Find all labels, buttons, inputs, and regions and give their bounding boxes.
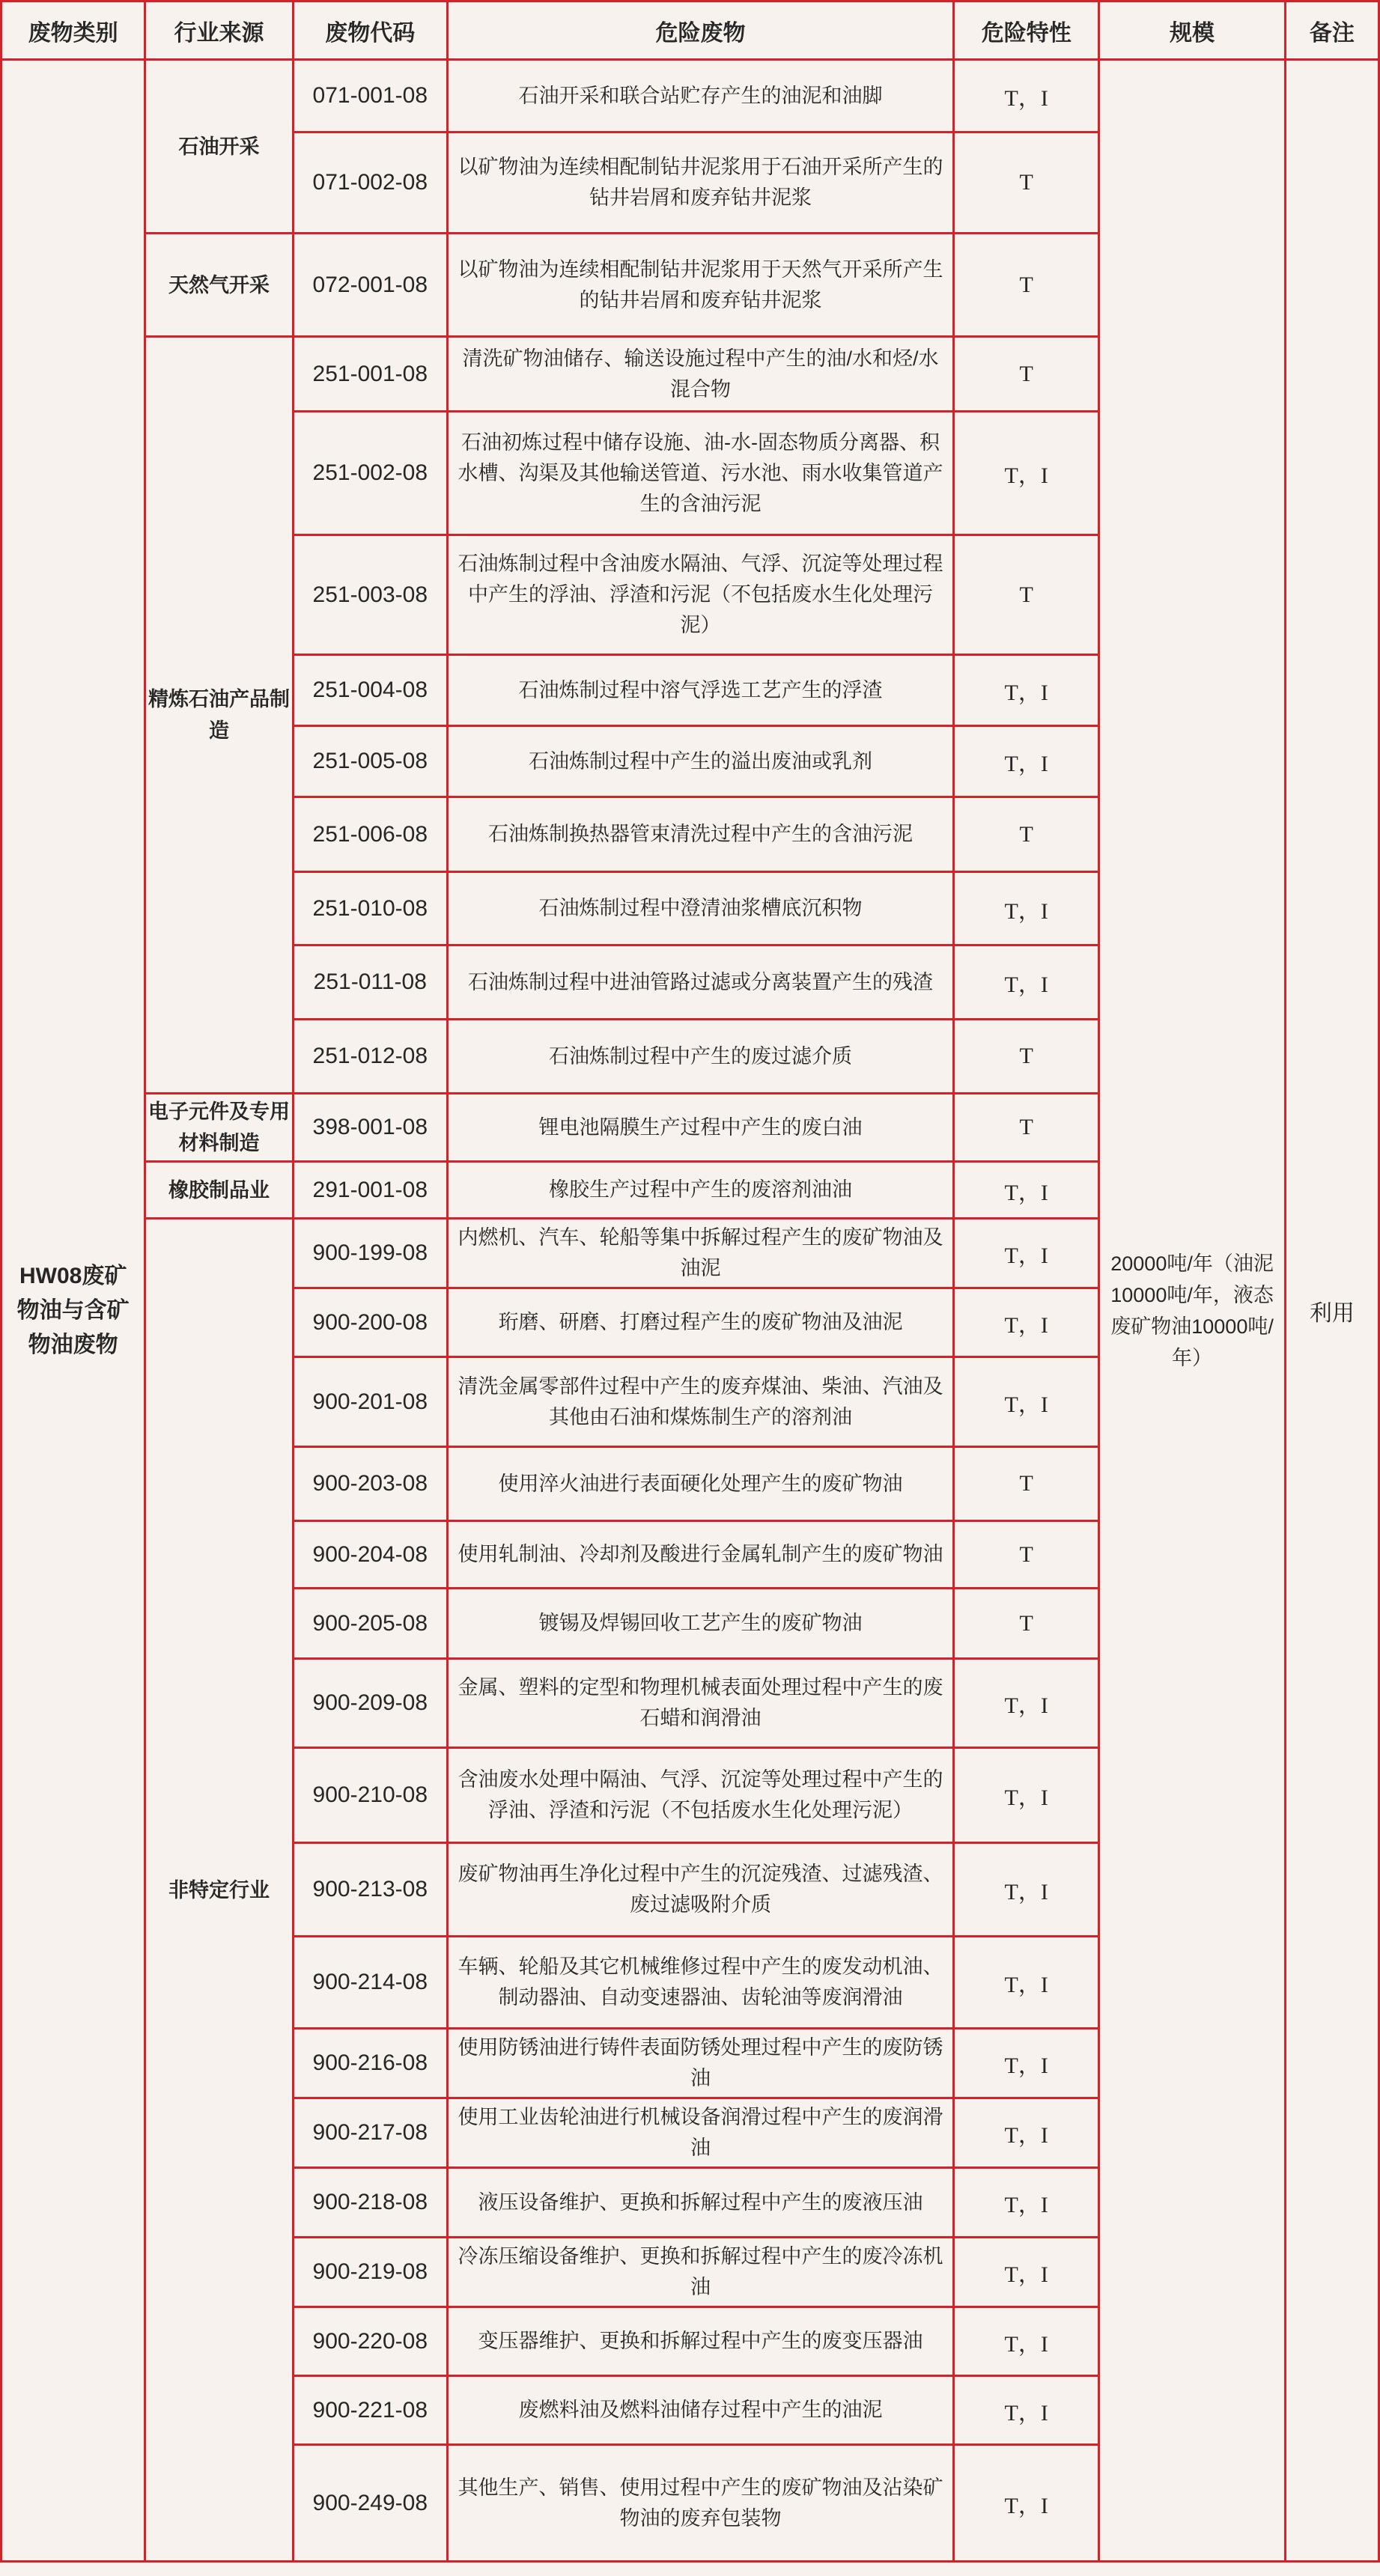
cell-waste-code: 251-006-08 <box>293 797 447 872</box>
cell-waste-code: 398-001-08 <box>293 1094 447 1162</box>
cell-waste-code: 251-011-08 <box>293 946 447 1020</box>
cell-hazard: T <box>954 1094 1099 1162</box>
cell-hazard: T，I <box>954 60 1099 133</box>
cell-waste-code: 071-001-08 <box>293 60 447 133</box>
cell-waste-desc: 橡胶生产过程中产生的废溶剂油油 <box>447 1162 953 1219</box>
cell-waste-desc: 石油开采和联合站贮存产生的油泥和油脚 <box>447 60 953 133</box>
cell-waste-code: 900-200-08 <box>293 1288 447 1357</box>
cell-waste-code: 900-199-08 <box>293 1219 447 1288</box>
cell-hazard: T，I <box>954 1748 1099 1843</box>
cell-hazard: T，I <box>954 412 1099 535</box>
cell-waste-desc: 车辆、轮船及其它机械维修过程中产生的废发动机油、制动器油、自动变速器油、齿轮油等废润滑油 <box>447 1937 953 2029</box>
cell-waste-desc: 石油炼制过程中进油管路过滤或分离装置产生的残渣 <box>447 946 953 1020</box>
cell-hazard: T，I <box>954 1288 1099 1357</box>
cell-waste-code: 900-205-08 <box>293 1589 447 1659</box>
cell-industry-rubber-products: 橡胶制品业 <box>145 1162 293 1219</box>
cell-waste-desc: 石油炼制换热器管束清洗过程中产生的含油污泥 <box>447 797 953 872</box>
cell-waste-category: HW08废矿物油与含矿物油废物 <box>1 60 145 2562</box>
cell-waste-code: 251-010-08 <box>293 872 447 946</box>
cell-waste-desc: 废燃料油及燃料油储存过程中产生的油泥 <box>447 2376 953 2445</box>
cell-waste-code: 900-203-08 <box>293 1447 447 1521</box>
cell-hazard: T，I <box>954 2238 1099 2307</box>
cell-waste-desc: 废矿物油再生净化过程中产生的沉淀残渣、过滤残渣、废过滤吸附介质 <box>447 1843 953 1937</box>
cell-waste-desc: 变压器维护、更换和拆解过程中产生的废变压器油 <box>447 2307 953 2376</box>
cell-waste-desc: 石油炼制过程中含油废水隔油、气浮、沉淀等处理过程中产生的浮油、浮渣和污泥（不包括废水生化处理污泥） <box>447 535 953 655</box>
cell-industry-petroleum-extraction: 石油开采 <box>145 60 293 234</box>
cell-hazard: T，I <box>954 2307 1099 2376</box>
cell-hazard: T，I <box>954 655 1099 726</box>
cell-waste-desc: 石油初炼过程中储存设施、油-水-固态物质分离器、积水槽、沟渠及其他输送管道、污水池、雨水收集管道产生的含油污泥 <box>447 412 953 535</box>
cell-waste-code: 900-213-08 <box>293 1843 447 1937</box>
cell-hazard: T，I <box>954 2029 1099 2098</box>
cell-waste-desc: 使用防锈油进行铸件表面防锈处理过程中产生的废防锈油 <box>447 2029 953 2098</box>
cell-waste-code: 900-204-08 <box>293 1521 447 1589</box>
cell-hazard: T <box>954 797 1099 872</box>
cell-waste-code: 900-214-08 <box>293 1937 447 2029</box>
cell-waste-code: 251-002-08 <box>293 412 447 535</box>
cell-hazard: T <box>954 337 1099 412</box>
cell-waste-code: 900-210-08 <box>293 1748 447 1843</box>
cell-waste-code: 900-216-08 <box>293 2029 447 2098</box>
cell-waste-code: 251-005-08 <box>293 726 447 797</box>
cell-waste-code: 900-249-08 <box>293 2445 447 2562</box>
cell-waste-code: 900-217-08 <box>293 2098 447 2168</box>
header-row <box>1 1 1379 60</box>
header-note: 备注 <box>1285 1 1379 60</box>
cell-hazard: T，I <box>954 1659 1099 1748</box>
cell-hazard: T <box>954 133 1099 234</box>
cell-waste-desc: 含油废水处理中隔油、气浮、沉淀等处理过程中产生的浮油、浮渣和污泥（不包括废水生化处理污泥） <box>447 1748 953 1843</box>
cell-hazard: T，I <box>954 1357 1099 1447</box>
cell-waste-desc: 石油炼制过程中产生的废过滤介质 <box>447 1020 953 1094</box>
cell-waste-code: 900-209-08 <box>293 1659 447 1748</box>
cell-hazard: T <box>954 234 1099 337</box>
cell-hazard: T <box>954 1447 1099 1521</box>
header-waste-category: 废物类别 <box>1 1 145 60</box>
cell-waste-code: 251-012-08 <box>293 1020 447 1094</box>
cell-waste-desc: 使用淬火油进行表面硬化处理产生的废矿物油 <box>447 1447 953 1521</box>
cell-waste-desc: 镀锡及焊锡回收工艺产生的废矿物油 <box>447 1589 953 1659</box>
cell-hazard: T，I <box>954 1937 1099 2029</box>
cell-waste-desc: 石油炼制过程中产生的溢出废油或乳剂 <box>447 726 953 797</box>
cell-waste-code: 251-001-08 <box>293 337 447 412</box>
cell-industry-electronic-materials: 电子元件及专用材料制造 <box>145 1094 293 1162</box>
cell-hazard: T，I <box>954 946 1099 1020</box>
header-scale: 规模 <box>1099 1 1285 60</box>
cell-hazard: T，I <box>954 2168 1099 2238</box>
cell-waste-desc: 金属、塑料的定型和物理机械表面处理过程中产生的废石蜡和润滑油 <box>447 1659 953 1748</box>
cell-waste-code: 900-221-08 <box>293 2376 447 2445</box>
cell-hazard: T，I <box>954 2376 1099 2445</box>
cell-waste-desc: 使用轧制油、冷却剂及酸进行金属轧制产生的废矿物油 <box>447 1521 953 1589</box>
cell-hazard: T，I <box>954 1219 1099 1288</box>
cell-waste-desc: 石油炼制过程中溶气浮选工艺产生的浮渣 <box>447 655 953 726</box>
cell-waste-desc: 内燃机、汽车、轮船等集中拆解过程产生的废矿物油及油泥 <box>447 1219 953 1288</box>
header-hazardous-waste: 危险废物 <box>447 1 953 60</box>
cell-waste-desc: 其他生产、销售、使用过程中产生的废矿物油及沾染矿物油的废弃包装物 <box>447 2445 953 2562</box>
cell-waste-desc: 珩磨、研磨、打磨过程产生的废矿物油及油泥 <box>447 1288 953 1357</box>
cell-waste-desc: 石油炼制过程中澄清油浆槽底沉积物 <box>447 872 953 946</box>
cell-waste-code: 072-001-08 <box>293 234 447 337</box>
header-waste-code: 废物代码 <box>293 1 447 60</box>
cell-waste-code: 291-001-08 <box>293 1162 447 1219</box>
cell-waste-desc: 以矿物油为连续相配制钻井泥浆用于天然气开采所产生的钻井岩屑和废弃钻井泥浆 <box>447 234 953 337</box>
cell-waste-desc: 以矿物油为连续相配制钻井泥浆用于石油开采所产生的钻井岩屑和废弃钻井泥浆 <box>447 133 953 234</box>
cell-industry-nonspecific: 非特定行业 <box>145 1219 293 2562</box>
cell-waste-desc: 清洗金属零部件过程中产生的废弃煤油、柴油、汽油及其他由石油和煤炼制生产的溶剂油 <box>447 1357 953 1447</box>
cell-hazard: T，I <box>954 726 1099 797</box>
cell-hazard: T，I <box>954 1162 1099 1219</box>
cell-waste-desc: 锂电池隔膜生产过程中产生的废白油 <box>447 1094 953 1162</box>
cell-waste-desc: 使用工业齿轮油进行机械设备润滑过程中产生的废润滑油 <box>447 2098 953 2168</box>
cell-hazard: T，I <box>954 2445 1099 2562</box>
cell-waste-code: 900-220-08 <box>293 2307 447 2376</box>
cell-note: 利用 <box>1285 60 1379 2562</box>
cell-waste-code: 900-201-08 <box>293 1357 447 1447</box>
cell-waste-code: 900-219-08 <box>293 2238 447 2307</box>
header-industry-source: 行业来源 <box>145 1 293 60</box>
cell-waste-desc: 冷冻压缩设备维护、更换和拆解过程中产生的废冷冻机油 <box>447 2238 953 2307</box>
cell-scale: 20000吨/年（油泥10000吨/年，液态废矿物油10000吨/年） <box>1099 60 1285 2562</box>
cell-hazard: T <box>954 1589 1099 1659</box>
cell-hazard: T，I <box>954 1843 1099 1937</box>
cell-hazard: T，I <box>954 872 1099 946</box>
cell-hazard: T，I <box>954 2098 1099 2168</box>
cell-hazard: T <box>954 535 1099 655</box>
cell-hazard: T <box>954 1020 1099 1094</box>
cell-hazard: T <box>954 1521 1099 1589</box>
cell-waste-desc: 液压设备维护、更换和拆解过程中产生的废液压油 <box>447 2168 953 2238</box>
cell-waste-desc: 清洗矿物油储存、输送设施过程中产生的油/水和烃/水混合物 <box>447 337 953 412</box>
cell-industry-petroleum-refining: 精炼石油产品制造 <box>145 337 293 1094</box>
cell-industry-natural-gas: 天然气开采 <box>145 234 293 337</box>
cell-waste-code: 251-004-08 <box>293 655 447 726</box>
cell-waste-code: 071-002-08 <box>293 133 447 234</box>
header-hazard-property: 危险特性 <box>954 1 1099 60</box>
table-row <box>1 60 1379 133</box>
cell-waste-code: 251-003-08 <box>293 535 447 655</box>
cell-waste-code: 900-218-08 <box>293 2168 447 2238</box>
